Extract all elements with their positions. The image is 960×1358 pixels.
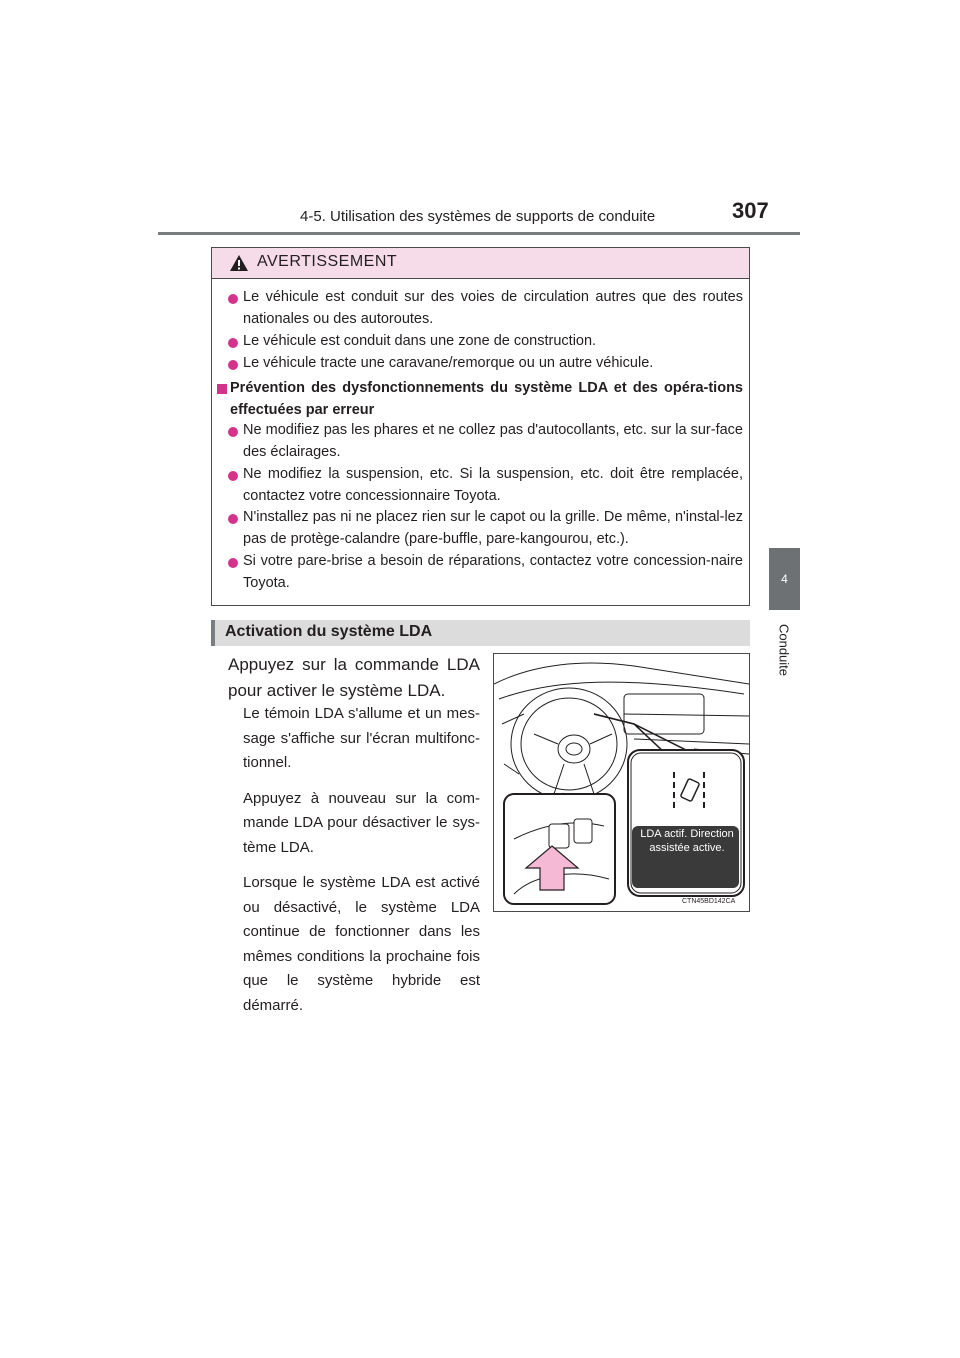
lda-illustration <box>493 653 750 912</box>
warning-box <box>211 247 750 606</box>
switch-inset <box>504 794 615 904</box>
warning-bullet: Le véhicule tracte une caravane/remorque ou un autre véhicule. <box>243 355 654 371</box>
chapter-tab[interactable]: 4 <box>769 548 800 610</box>
main-instruction: Appuyez sur la commande LDA pour activer le système LDA. <box>228 655 480 700</box>
section-heading-bar <box>211 620 215 646</box>
bullet-icon <box>228 471 238 481</box>
square-bullet-icon <box>217 384 227 394</box>
header-rule <box>158 232 800 235</box>
section-title: Activation du système LDA <box>225 623 433 640</box>
chapter-section-title: 4-5. Utilisation des systèmes de supports de conduite <box>300 208 656 225</box>
callout-text: LDA actif. Direction assistée active. <box>640 828 734 854</box>
section-heading <box>211 620 750 646</box>
display-inset <box>628 750 744 896</box>
bullet-icon <box>228 427 238 437</box>
note-paragraph: Le témoin LDA s'allume et un mes-sage s'affiche sur l'écran multifonc-tionnel. <box>243 705 480 771</box>
warning-bullet: N'installez pas ni ne placez rien sur le capot ou la grille. De même, n'instal-lez pas de protège-calandre (pare-buffle, pare-kangourou, etc.). <box>243 509 743 547</box>
warning-bullet: Le véhicule est conduit dans une zone de construction. <box>243 333 597 349</box>
chapter-tab-label <box>764 620 804 680</box>
note-paragraph: Appuyez à nouveau sur la com-mande LDA pour désactiver le sys-tème LDA. <box>243 789 480 856</box>
bullet-icon <box>228 294 238 304</box>
warning-bullet: Si votre pare-brise a besoin de réparations, contactez votre concession-naire Toyota. <box>243 553 743 591</box>
warning-title: AVERTISSEMENT <box>257 253 398 270</box>
warning-bullet: Le véhicule est conduit sur des voies de circulation autres que des routes nationales ou des autoroutes. <box>243 289 743 327</box>
bullet-icon <box>228 514 238 524</box>
figure-code: CTN45BD142CA <box>682 898 736 905</box>
dashboard-drawing <box>494 654 749 911</box>
notes <box>243 702 480 1029</box>
warning-bullet: Ne modifiez la suspension, etc. Si la suspension, etc. doit être remplacée, contactez votre concessionnaire Toyota. <box>243 466 743 504</box>
bullet-icon <box>228 338 238 348</box>
warning-subheading: Prévention des dysfonctionnements du système LDA et des opéra-tions effectuées par erreur <box>230 380 743 418</box>
bullet-icon <box>228 558 238 568</box>
warning-header <box>212 248 749 279</box>
warning-triangle-icon <box>229 254 249 272</box>
warning-bullet: Ne modifiez pas les phares et ne collez pas d'autocollants, etc. sur la sur-face des éclairages. <box>243 422 743 460</box>
bullet-icon <box>228 360 238 370</box>
chapter-tab-label-text: Conduite <box>776 623 792 677</box>
note-paragraph: Lorsque le système LDA est activé ou désactivé, le système LDA continue de fonctionner dans les mêmes conditions la prochaine fois que le système hybride est démarré. <box>243 874 480 1014</box>
page-number: 307 <box>732 198 769 223</box>
